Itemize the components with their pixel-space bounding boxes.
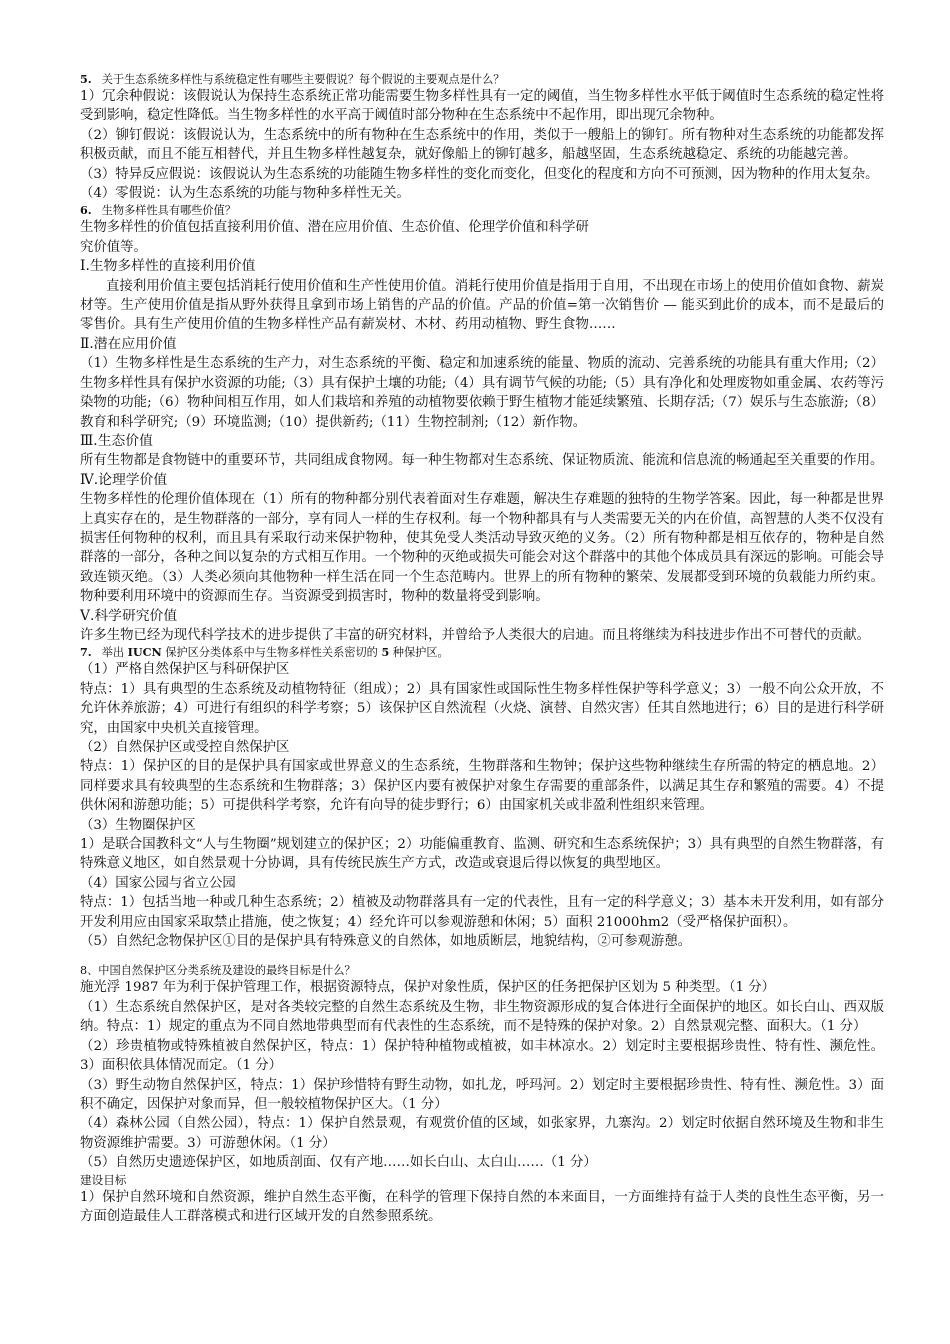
paragraph: 所有生物都是食物链中的重要环节，共同组成食物网。每一种生物都对生态系统、保证物质流、能流和信息流的畅通起至关重要的作用。	[80, 453, 884, 469]
section-heading: Ⅱ.潜在应用价值	[80, 335, 177, 352]
paragraph: （2）珍贵植物或特殊植被自然保护区，特点：1）保护特种植物或植被，如丰林凉水。2）划定时主要根据珍贵性、特有性、濒危性。3）面积依具体情况而定。（1 分）	[80, 1038, 884, 1074]
question-number: 5.	[80, 72, 92, 86]
section-heading: Ⅲ.生态价值	[80, 432, 153, 449]
question-8-title	[80, 963, 884, 978]
paragraph: （2）自然保护区或受控自然保护区	[80, 740, 290, 755]
question-text: 8、中国自然保护区分类系统及建设的最终目标是什么？	[80, 964, 356, 978]
paragraph: 直接利用价值主要包括消耗行使用价值和生产性使用价值。消耗行使用价值是指用于自用，不出现在市场上的使用价值如食物、薪炭材等。生产使用价值是指从野外获得且拿到市场上销售的产品的价值。产品的价值=第一次销售价 — 能买到此价的成本，而不是最后的零售价。具有生产使用价值的生物多样性产品有薪炭材、木材、药用动植物、野生食物……	[80, 278, 884, 333]
section-heading: Ⅰ.生物多样性的直接利用价值	[80, 258, 256, 275]
section-heading: Ⅳ.论理学价值	[80, 471, 168, 488]
paragraph: 施光浮 1987 年为利于保护管理工作，根据资源特点，保护对象性质，保护区的任务把保护区划为 5 种类型。（1 分）	[80, 980, 776, 996]
paragraph: 生物多样性的伦理价值体现在（1）所有的物种都分别代表着面对生存难题，解决生存难题的独特的生物学答案。因此，每一种都是世界上真实存在的，是生物群落的一部分，享有同人一样的生存权利。每一个物种都具有与人类需要无关的内在价值，高智慧的人类不仅没有损害任何物种的权利，而且具有采取行动来保护物种，使其免受人类活动导致灭绝的义务。（2）所有物种都是相互依存的，物种是自然群落的一部分，各种之间以复杂的方式相互作用。一个物种的灭绝或损失可能会对这个群落中的其他个体成员具有深远的影响。可能会导致连锁灭绝。（3）人类必须向其他物种一样生活在同一个生态范畴内。世界上的所有物种的繁荣、发展都受到环境的负载能力所约束。物种要利用环境中的资源而生存。当资源受到损害时，物种的数量将受到影响。	[80, 492, 884, 605]
question-text: 举出	[101, 646, 128, 660]
question-6-title	[80, 203, 884, 218]
paragraph: 特点：1）包括当地一种或几种生态系统；2）植被及动物群落具有一定的代表性，且有一定的科学意义；3）基本未开发利用，如有部分开发利用应由国家采取禁止措施，使之恢复；4）经允许可以参观游憩和休闲；5）面积 21000hm2（受严格保护面积）。	[80, 895, 884, 930]
paragraph: （1）生物多样性是生态系统的生产力，对生态系统的平衡、稳定和加速系统的能量、物质的流动、完善系统的功能具有重大作用;（2）生物多样性具有保护水资源的功能;（3）具有保护土壤的功能;（4）具有调节气候的功能;（5）具有净化和处理废物如重金属、农药等污染物的功能;（6）物种间相互作用，如人们栽培和养殖的动植物要依赖于野生植物才能延续繁殖、长期存活;（7）娱乐与生态旅游;（8）教育和科学研究;（9）环境监测;（10）提供新药;（11）生物控制剂;（12）新作物。	[80, 356, 884, 430]
question-text-bold: IUCN	[127, 645, 162, 660]
section-heading: 建设目标	[80, 1172, 127, 1187]
paragraph: 究价值等。	[80, 239, 147, 255]
paragraph: （4）零假说：认为生态系统的功能与物种多样性无关。	[80, 186, 410, 202]
question-text: 种保护区。	[389, 646, 449, 660]
paragraph: （5）自然纪念物保护区①目的是保护具有特殊意义的自然体，如地质断层，地貌结构，②可参观游憩。	[80, 934, 692, 950]
paragraph: （3）生物圈保护区	[80, 817, 196, 833]
paragraph: （1）严格自然保护区与科研保护区	[80, 662, 290, 678]
question-7-title	[80, 645, 884, 660]
paragraph: 1）冗余种假说：该假说认为保持生态系统正常功能需要生物多样性具有一定的阈值，当生物多样性水平低于阈值时生态系统的稳定性将受到影响，稳定性降低。当生物多样性的水平高于阈值时部分物种在生态系统中不起作用，即出现冗余物种。	[80, 89, 884, 124]
paragraph: （3）野生动物自然保护区，特点：1）保护珍惜特有野生动物，如扎龙，呼玛河。2）划定时主要根据珍贵性、特有性、濒危性。3）面积不确定，因保护对象而异，但一般较植物保护区大。（1 分）	[80, 1077, 884, 1112]
question-text: 生物多样性具有哪些价值？	[101, 204, 236, 218]
question-5-title	[80, 72, 884, 87]
paragraph: 1）保护自然环境和自然资源，维护自然生态平衡，在科学的管理下保持自然的本来面目，一方面维持有益于人类的良性生态平衡，另一方面创造最佳人工群落模式和进行区域开发的自然参照系统。	[80, 1189, 884, 1224]
paragraph: 1）是联合国教科文“人与生物圈”规划建立的保护区；2）功能偏重教育、监测、研究和生态系统保护；3）具有典型的自然生物群落，有特殊意义地区，如自然景观十分协调，具有传统民族生产方式，改造或衰退后得以恢复的典型地区。	[80, 837, 884, 872]
paragraph: （5）自然历史遗迹保护区，如地质剖面、仅有产地……如长白山、太白山……（1 分）	[80, 1155, 597, 1171]
spacer	[80, 951, 884, 963]
paragraph: （3）特异反应假说：该假说认为生态系统的功能随生物多样性的变化而变化，但变化的程度和方向不可预测，因为物种的作用太复杂。	[80, 166, 879, 182]
paragraph: （1）生态系统自然保护区，是对各类较完整的自然生态系统及生物，非生物资源形成的复合体进行全面保护的地区。如长白山、西双版纳。特点：1）规定的重点为不同自然地带典型而有代表性的生态系统，而不是特殊的保护对象。2）自然景观完整、面积大。（1 分）	[80, 999, 884, 1035]
question-number: 7.	[80, 645, 92, 660]
paragraph: 生物多样性的价值包括直接利用价值、潜在应用价值、生态价值、伦理学价值和科学研	[80, 220, 589, 236]
question-text: 关于生态系统多样性与系统稳定性有哪些主要假说？每个假说的主要观点是什么？	[101, 73, 505, 86]
question-text: 保护区分类体系中与生物多样性关系密切的	[161, 646, 382, 660]
paragraph: （4）森林公园（自然公园），特点：1）保护自然景观，有观赏价值的区域，如张家界，九寨沟。2）划定时依据自然环境及生物和非生物资源维护需要。3）可游憩休闲。（1 分）	[80, 1116, 884, 1151]
paragraph: 特点：1）具有典型的生态系统及动植物特征（组成）；2）具有国家性或国际性生物多样性保护等科学意义；3）一般不向公众开放，不允许休养旅游；4）可进行有组织的科学考察；5）该保护区自然流程（火烧、演替、自然灾害）任其自然地进行；6）目的是进行科学研究，由国家中央机关直接管理。	[80, 681, 884, 736]
paragraph: （4）国家公园与省立公园	[80, 875, 236, 891]
paragraph: 许多生物已经为现代科学技术的进步提供了丰富的研究材料，并曾给予人类很大的启迪。而且将继续为科技进步作出不可替代的贡献。	[80, 627, 871, 643]
paragraph: 特点：1）保护区的目的是保护具有国家或世界意义的生态系统，生物群落和生物钟；保护这些物种继续生存所需的特定的栖息地。2）同样要求具有较典型的生态系统和生物群落；3）保护区内要有被保护对象生存需要的重部条件，以满足其生存和繁殖的需要。4）不提供休闲和游憩功能；5）可提供科学考察，允许有向导的徒步野行；6）由国家机关或非盈利性组织来管理。	[80, 759, 884, 814]
question-number: 6.	[80, 203, 92, 218]
question-text-bold: 5	[381, 645, 390, 660]
paragraph: （2）铆钉假说：该假说认为，生态系统中的所有物种在生态系统中的作用，类似于一艘船上的铆钉。所有物种对生态系统的功能都发挥积极贡献，而且不能互相替代，并且生物多样性越复杂，就好像船上的铆钉越多，船越坚固，生态系统越稳定、系统的功能越完善。	[80, 127, 884, 163]
section-heading: Ⅴ.科学研究价值	[80, 607, 178, 624]
